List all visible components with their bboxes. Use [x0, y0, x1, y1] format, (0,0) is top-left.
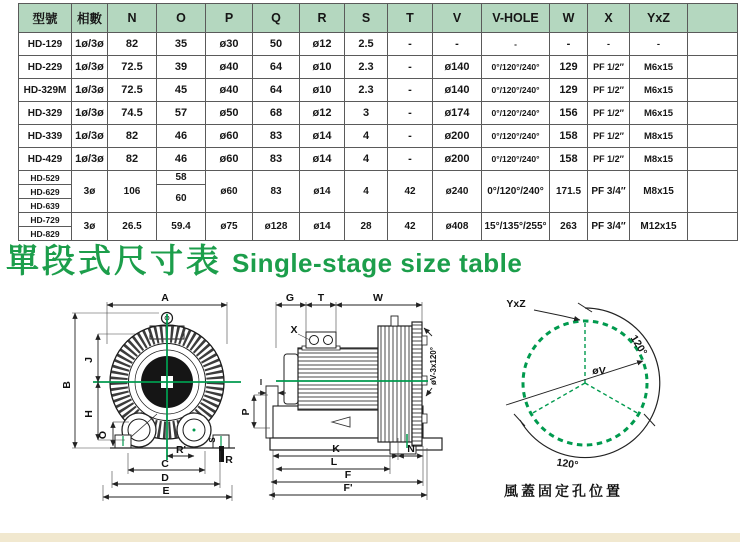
cell: ø12	[300, 33, 345, 56]
cell: 82	[108, 33, 157, 56]
cell: M6x15	[630, 102, 688, 125]
cell: ø174	[433, 102, 482, 125]
cell: PF 1/2″	[588, 79, 630, 102]
cell: ø30	[206, 33, 253, 56]
cell-blank	[688, 213, 738, 241]
hole-position-drawing	[468, 290, 718, 490]
cell: ø40	[206, 56, 253, 79]
table-row-group	[19, 171, 738, 185]
cell: -	[388, 56, 433, 79]
cell: 171.5	[550, 171, 588, 213]
cell: -	[388, 33, 433, 56]
cell: ø408	[433, 213, 482, 241]
dim-label-p: P	[240, 408, 252, 416]
cell: ø200	[433, 148, 482, 171]
col-header-w: W	[550, 4, 588, 33]
cell: -	[388, 125, 433, 148]
blower-side-body	[266, 316, 442, 454]
table-row	[19, 56, 738, 79]
cell: 46	[157, 148, 206, 171]
section-title-en: Single-stage size table	[232, 248, 523, 278]
cell-blank	[688, 79, 738, 102]
table-row-group	[19, 213, 738, 227]
section-title-zh: 單段式尺寸表	[6, 242, 222, 279]
dim-label-fp: F'	[343, 482, 353, 494]
dim-label-rp: R'	[175, 444, 187, 456]
cell: ø60	[206, 125, 253, 148]
section-title	[6, 235, 522, 282]
cell: 0°/120°/240°	[482, 125, 550, 148]
cell: 3ø	[72, 171, 108, 213]
cell: PF 1/2″	[588, 56, 630, 79]
cell-blank	[688, 33, 738, 56]
cell: 42	[388, 171, 433, 213]
col-header-x: X	[588, 4, 630, 33]
col-header-p: P	[206, 4, 253, 33]
cell-blank	[688, 56, 738, 79]
cell: 2.3	[345, 79, 388, 102]
model-cell: HD-729	[19, 213, 72, 227]
col-header-t: T	[388, 4, 433, 33]
cell: 1ø/3ø	[72, 125, 108, 148]
cell: 1ø/3ø	[72, 79, 108, 102]
bottom-divider-strip	[0, 533, 740, 542]
cell: PF 1/2″	[588, 148, 630, 171]
cell: ø14	[300, 171, 345, 213]
table-row	[19, 33, 738, 56]
cell: 60	[157, 185, 206, 213]
cell: 50	[253, 33, 300, 56]
dim-label-j: J	[83, 357, 95, 363]
cell: 3ø	[72, 213, 108, 241]
cell: ø128	[253, 213, 300, 241]
cell: M6x15	[630, 79, 688, 102]
cell: 1ø/3ø	[72, 33, 108, 56]
cell: 0°/120°/240°	[482, 171, 550, 213]
cell: 1ø/3ø	[72, 148, 108, 171]
model-cell: HD-129	[19, 33, 72, 56]
cell: 129	[550, 79, 588, 102]
cell: 4	[345, 125, 388, 148]
dim-label-d: D	[161, 472, 169, 484]
cell: ø40	[206, 79, 253, 102]
cell: 42	[388, 213, 433, 241]
cell: 106	[108, 171, 157, 213]
col-header-phase: 相數	[72, 4, 108, 33]
cell: 83	[253, 125, 300, 148]
cell: 4	[345, 148, 388, 171]
cell: 129	[550, 56, 588, 79]
dim-label-n: N	[407, 443, 415, 455]
cell-blank	[688, 148, 738, 171]
cell: M6x15	[630, 56, 688, 79]
cell: 158	[550, 148, 588, 171]
cell: ø75	[206, 213, 253, 241]
model-cell: HD-829	[19, 227, 72, 241]
hole-drawing-caption: 風蓋固定孔位置	[504, 483, 623, 499]
cell: 64	[253, 79, 300, 102]
dim-label-dia-v: øV	[592, 365, 606, 377]
dim-label-a: A	[161, 292, 169, 304]
cell: 46	[157, 125, 206, 148]
cell: 0°/120°/240°	[482, 148, 550, 171]
table-row	[19, 125, 738, 148]
cell-blank	[688, 171, 738, 213]
dim-label-x: X	[290, 324, 298, 336]
cell: 64	[253, 56, 300, 79]
table-row	[19, 79, 738, 102]
dim-label-f: F	[344, 469, 352, 481]
col-header-s: S	[345, 4, 388, 33]
dim-label-c: C	[161, 458, 169, 470]
cell: PF 1/2″	[588, 102, 630, 125]
cell: -	[388, 102, 433, 125]
cell: ø240	[433, 171, 482, 213]
dim-label-k: K	[332, 443, 340, 455]
dim-label-t: T	[317, 292, 325, 304]
col-header-blank	[688, 4, 738, 33]
cell: PF 1/2″	[588, 125, 630, 148]
size-table	[18, 3, 738, 241]
dim-label-i: I	[259, 378, 263, 387]
col-header-r: R	[300, 4, 345, 33]
dim-label-h: H	[83, 410, 95, 418]
model-cell: HD-629	[19, 185, 72, 199]
col-header-model: 型號	[19, 4, 72, 33]
cell: 45	[157, 79, 206, 102]
dim-label-yxz: YxZ	[506, 298, 526, 310]
cell: 72.5	[108, 56, 157, 79]
cell: ø60	[206, 171, 253, 213]
dim-label-vholes: øV-3x120°	[429, 347, 438, 385]
side-view-drawing	[240, 288, 460, 528]
dim-label-b: B	[61, 381, 73, 389]
cell: ø14	[300, 213, 345, 241]
dim-label-w: W	[373, 292, 383, 304]
col-header-q: Q	[253, 4, 300, 33]
cell: 4	[345, 171, 388, 213]
cell: ø10	[300, 56, 345, 79]
cell: 39	[157, 56, 206, 79]
cell: 58	[157, 171, 206, 185]
cell: ø140	[433, 56, 482, 79]
model-cell: HD-429	[19, 148, 72, 171]
cell: M8x15	[630, 148, 688, 171]
cell: 26.5	[108, 213, 157, 241]
cell: ø14	[300, 148, 345, 171]
cell: 158	[550, 125, 588, 148]
col-header-o: O	[157, 4, 206, 33]
model-cell: HD-329	[19, 102, 72, 125]
cell: 263	[550, 213, 588, 241]
cell: 1ø/3ø	[72, 56, 108, 79]
cell: ø200	[433, 125, 482, 148]
cell: -	[550, 33, 588, 56]
cell: 72.5	[108, 79, 157, 102]
cell: -	[433, 33, 482, 56]
cell: 0°/120°/240°	[482, 56, 550, 79]
table-row	[19, 102, 738, 125]
cell: -	[588, 33, 630, 56]
arc-label-120-top: 120°	[627, 333, 650, 358]
arc-label-120-bottom: 120°	[555, 456, 580, 472]
cell: M8x15	[630, 171, 688, 213]
cell: PF 3/4″	[588, 213, 630, 241]
cell: 0°/120°/240°	[482, 79, 550, 102]
cell: 59.4	[157, 213, 206, 241]
table-row	[19, 148, 738, 171]
header-row	[19, 4, 738, 33]
col-header-v: V	[433, 4, 482, 33]
cell: -	[388, 79, 433, 102]
dim-label-o: O	[97, 430, 109, 440]
cell: -	[482, 33, 550, 56]
cell: 0°/120°/240°	[482, 102, 550, 125]
model-cell: HD-529	[19, 171, 72, 185]
cell: 82	[108, 148, 157, 171]
cell-blank	[688, 102, 738, 125]
cell: ø140	[433, 79, 482, 102]
model-cell: HD-329M	[19, 79, 72, 102]
cell: ø50	[206, 102, 253, 125]
dim-label-e: E	[162, 485, 170, 497]
cell: 57	[157, 102, 206, 125]
cell: 15°/135°/255°	[482, 213, 550, 241]
cell: ø14	[300, 125, 345, 148]
cell: 1ø/3ø	[72, 102, 108, 125]
cell: 82	[108, 125, 157, 148]
cell-blank	[688, 125, 738, 148]
cell: ø12	[300, 102, 345, 125]
cell: M8x15	[630, 125, 688, 148]
cell: PF 3/4″	[588, 171, 630, 213]
cell: 3	[345, 102, 388, 125]
col-header-yz: YxZ	[630, 4, 688, 33]
cell: ø10	[300, 79, 345, 102]
cell: -	[630, 33, 688, 56]
cell: -	[388, 148, 433, 171]
cell: ø60	[206, 148, 253, 171]
cell: 2.3	[345, 56, 388, 79]
cell: 83	[253, 148, 300, 171]
cell: 2.5	[345, 33, 388, 56]
cell: M12x15	[630, 213, 688, 241]
model-cell: HD-229	[19, 56, 72, 79]
cell: 68	[253, 102, 300, 125]
cell: 156	[550, 102, 588, 125]
cell: 35	[157, 33, 206, 56]
model-cell: HD-339	[19, 125, 72, 148]
dim-label-l: L	[330, 456, 338, 468]
col-header-n: N	[108, 4, 157, 33]
model-cell: HD-639	[19, 199, 72, 213]
cell: 83	[253, 171, 300, 213]
dim-label-s: S	[208, 437, 217, 443]
col-header-vhole: V-HOLE	[482, 4, 550, 33]
cell: 28	[345, 213, 388, 241]
cell: 74.5	[108, 102, 157, 125]
dim-label-g: G	[285, 292, 295, 304]
dim-label-r: R	[225, 454, 233, 466]
